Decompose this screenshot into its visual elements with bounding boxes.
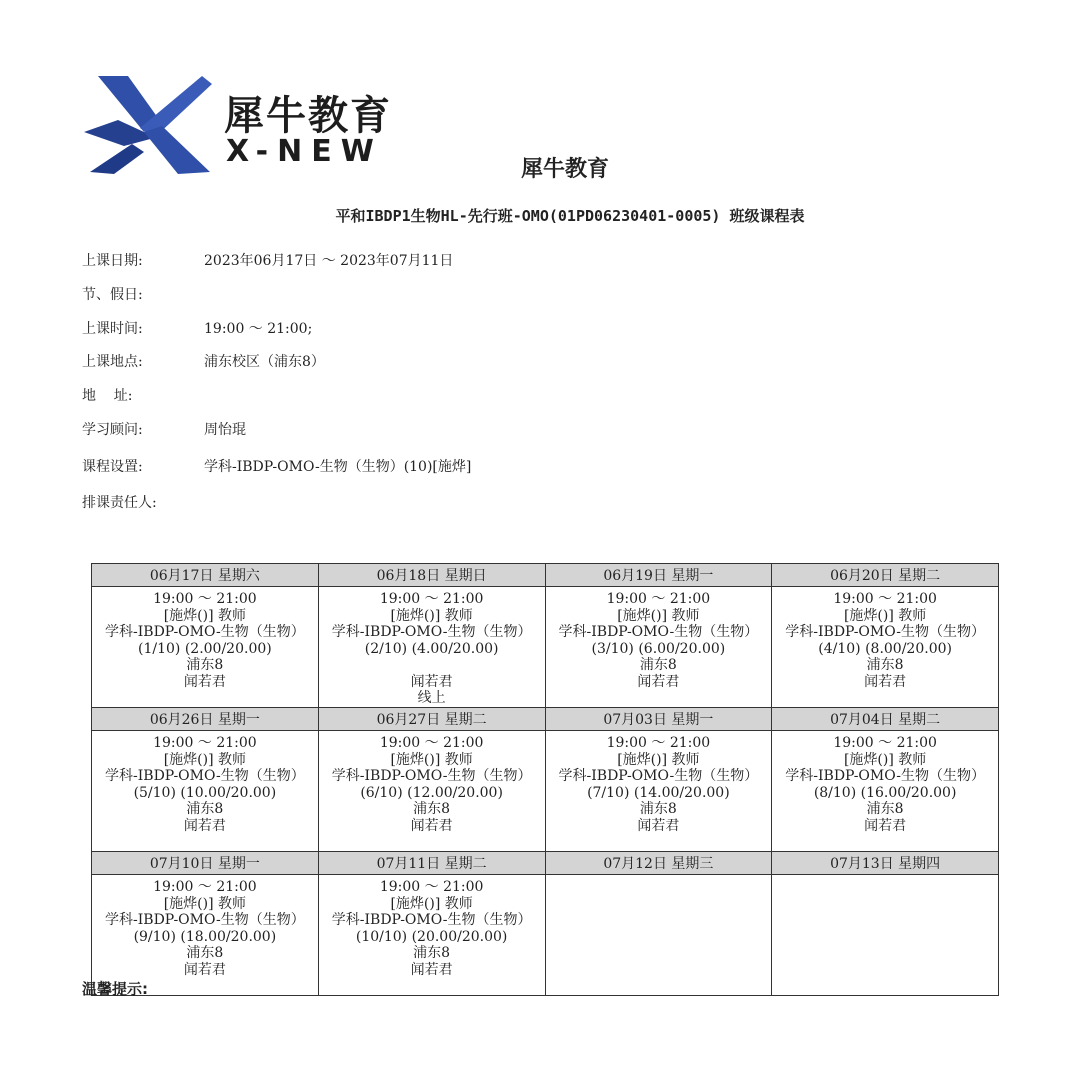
- info-value: 19:00 ～ 21:00;: [204, 321, 313, 337]
- session-line: 学科-IBDP-OMO-生物（生物）: [558, 768, 759, 784]
- session-line: 学科-IBDP-OMO-生物（生物）: [331, 912, 532, 928]
- session-line: 学科-IBDP-OMO-生物（生物）: [105, 624, 305, 640]
- session-line: [施烨()] 教师: [390, 751, 473, 768]
- session-line: [319, 657, 545, 674]
- schedule-date-header: 06月19日 星期一: [545, 564, 772, 587]
- schedule-session-cell: [545, 731, 772, 852]
- session-line: (3/10) (6.00/20.00): [591, 640, 726, 657]
- session-line: [施烨()] 教师: [163, 607, 247, 624]
- session-line: 19:00 ～ 21:00: [379, 735, 484, 751]
- info-label: 节、假日:: [82, 287, 143, 303]
- schedule-date-header: 06月18日 星期日: [318, 564, 545, 587]
- session-line: 浦东8: [866, 657, 904, 673]
- info-row-holidays: [82, 285, 204, 305]
- schedule-session-cell: [545, 875, 772, 996]
- schedule-session-row: [92, 587, 999, 708]
- session-line: 闻若君: [183, 961, 226, 978]
- document-subtitle: 平和IBDP1生物HL-先行班-OMO(01PD06230401-0005) 班级课程表: [335, 207, 805, 225]
- session-line: [施烨()] 教师: [843, 751, 927, 768]
- session-line: 学科-IBDP-OMO-生物（生物）: [331, 624, 532, 640]
- schedule-date-header: 07月03日 星期一: [545, 708, 772, 731]
- info-row-location: [82, 352, 325, 372]
- info-label: 上课地点:: [82, 354, 143, 370]
- schedule-session-cell: [92, 731, 319, 852]
- info-label: 地 址:: [82, 388, 133, 404]
- info-row-scheduler: [82, 493, 204, 513]
- schedule-date-header: 07月10日 星期一: [92, 852, 319, 875]
- session-line: [施烨()] 教师: [163, 895, 247, 912]
- info-row-class-dates: [82, 251, 453, 271]
- schedule-date-header: 06月20日 星期二: [772, 564, 999, 587]
- schedule-date-header: 06月17日 星期六: [92, 564, 319, 587]
- schedule-session-cell: [545, 587, 772, 708]
- session-line: 闻若君: [410, 673, 453, 690]
- schedule-session-row: [92, 875, 999, 996]
- info-label: 上课日期:: [82, 253, 143, 269]
- session-line: 19:00 ～ 21:00: [833, 591, 937, 607]
- session-line: 闻若君: [637, 673, 680, 690]
- session-line: [施烨()] 教师: [163, 751, 247, 768]
- session-line: 浦东8: [639, 657, 677, 673]
- session-line: 浦东8: [413, 801, 451, 817]
- brand-name-en: X-NEW: [226, 134, 383, 169]
- info-label: 课程设置:: [82, 459, 143, 475]
- session-line: 线上: [417, 690, 446, 706]
- info-label: 学习顾问:: [82, 422, 143, 438]
- session-line: 19:00 ～ 21:00: [606, 735, 711, 751]
- schedule-date-header: 06月27日 星期二: [318, 708, 545, 731]
- session-line: (6/10) (12.00/20.00): [360, 784, 503, 801]
- info-row-class-time: [82, 319, 312, 339]
- session-line: 19:00 ～ 21:00: [153, 735, 257, 751]
- schedule-session-cell: [772, 731, 999, 852]
- session-line: 闻若君: [410, 817, 453, 834]
- session-line: 闻若君: [637, 817, 680, 834]
- info-row-address: [82, 386, 204, 406]
- session-line: (8/10) (16.00/20.00): [813, 784, 957, 801]
- schedule-session-cell: [772, 587, 999, 708]
- schedule-date-header: 07月13日 星期四: [772, 852, 999, 875]
- schedule-table: [91, 563, 999, 996]
- session-line: 闻若君: [864, 817, 907, 834]
- schedule-date-header: 07月12日 星期三: [545, 852, 772, 875]
- session-line: 学科-IBDP-OMO-生物（生物）: [785, 768, 985, 784]
- session-line: [施烨()] 教师: [617, 751, 700, 768]
- schedule-session-cell: [318, 587, 545, 708]
- session-line: (9/10) (18.00/20.00): [133, 928, 277, 945]
- schedule-date-header: 06月26日 星期一: [92, 708, 319, 731]
- schedule-session-cell: [772, 875, 999, 996]
- session-line: 浦东8: [413, 945, 451, 961]
- session-line: 浦东8: [186, 657, 224, 673]
- session-line: 19:00 ～ 21:00: [833, 735, 937, 751]
- session-line: [施烨()] 教师: [617, 607, 700, 624]
- session-line: 19:00 ～ 21:00: [153, 591, 257, 607]
- document-title: 犀牛教育: [520, 157, 609, 182]
- session-line: 闻若君: [183, 673, 226, 690]
- info-value: 学科-IBDP-OMO-生物（生物）(10)[施烨]: [204, 459, 472, 475]
- session-line: 浦东8: [186, 945, 224, 961]
- session-line: 浦东8: [186, 801, 224, 817]
- session-line: 浦东8: [866, 801, 904, 817]
- session-line: (1/10) (2.00/20.00): [138, 640, 272, 657]
- schedule-header-row: [92, 708, 999, 731]
- schedule-session-cell: [318, 875, 545, 996]
- info-row-advisor: [82, 420, 246, 440]
- session-line: (7/10) (14.00/20.00): [587, 784, 730, 801]
- session-line: (2/10) (4.00/20.00): [364, 640, 499, 657]
- schedule-date-header: 07月11日 星期二: [318, 852, 545, 875]
- session-line: 19:00 ～ 21:00: [379, 591, 484, 607]
- tips-label: 温馨提示:: [82, 980, 148, 998]
- info-row-course: [82, 457, 471, 477]
- session-line: (5/10) (10.00/20.00): [133, 784, 277, 801]
- info-value: 2023年06月17日 ～ 2023年07月11日: [204, 253, 454, 269]
- schedule-session-cell: [318, 731, 545, 852]
- info-value: 浦东校区（浦东8）: [204, 354, 325, 370]
- session-line: (10/10) (20.00/20.00): [355, 928, 508, 945]
- schedule-header-row: [92, 564, 999, 587]
- session-line: 学科-IBDP-OMO-生物（生物）: [785, 624, 985, 640]
- info-value: 周怡琨: [204, 422, 246, 438]
- session-line: 浦东8: [639, 801, 677, 817]
- info-label: 上课时间:: [82, 321, 143, 337]
- session-line: 学科-IBDP-OMO-生物（生物）: [105, 768, 305, 784]
- session-line: 学科-IBDP-OMO-生物（生物）: [105, 912, 305, 928]
- session-line: 闻若君: [183, 817, 226, 834]
- session-line: (4/10) (8.00/20.00): [818, 640, 952, 657]
- schedule-date-header: 07月04日 星期二: [772, 708, 999, 731]
- session-line: 19:00 ～ 21:00: [153, 879, 257, 895]
- session-line: 闻若君: [410, 961, 453, 978]
- session-line: 19:00 ～ 21:00: [379, 879, 484, 895]
- session-line: [施烨()] 教师: [843, 607, 927, 624]
- session-line: 学科-IBDP-OMO-生物（生物）: [558, 624, 759, 640]
- info-label: 排课责任人:: [82, 495, 157, 511]
- brand-name-cn: 犀牛教育: [224, 93, 392, 139]
- schedule-session-row: [92, 731, 999, 852]
- schedule-session-cell: [92, 587, 319, 708]
- session-line: 闻若君: [864, 673, 907, 690]
- session-line: 19:00 ～ 21:00: [606, 591, 711, 607]
- schedule-header-row: [92, 852, 999, 875]
- session-line: [施烨()] 教师: [390, 895, 473, 912]
- session-line: 学科-IBDP-OMO-生物（生物）: [331, 768, 532, 784]
- session-line: [施烨()] 教师: [390, 607, 473, 624]
